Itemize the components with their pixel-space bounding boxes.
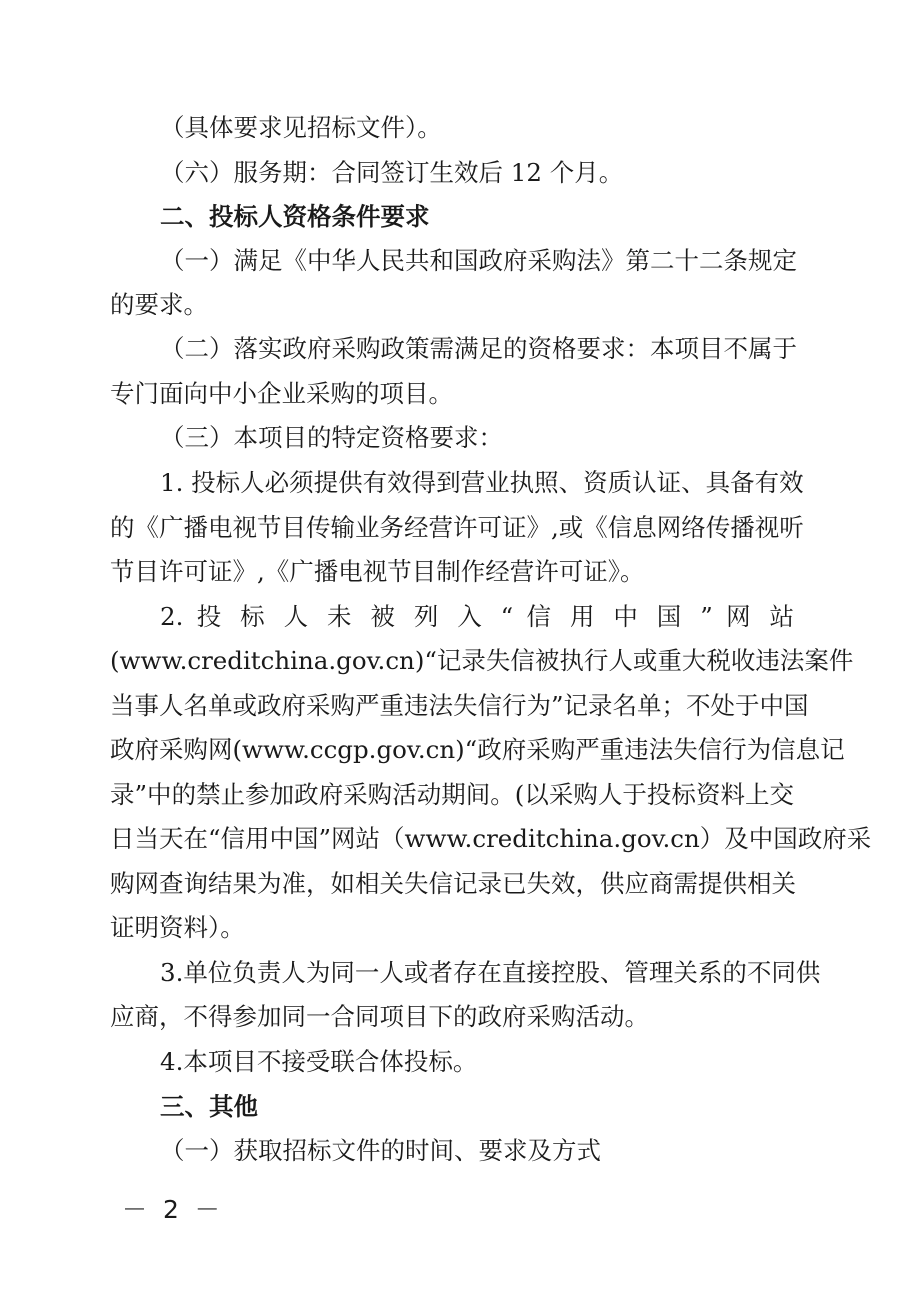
text-line: 的要求。 [110, 290, 208, 319]
text-line: （一）满足《中华人民共和国政府采购法》第二十二条规定 [160, 246, 797, 275]
section-heading: 三、其他 [160, 1092, 258, 1121]
text-line: （三）本项目的特定资格要求： [160, 423, 503, 452]
section-heading: 二、投标人资格条件要求 [160, 202, 430, 231]
text-line: 购网查询结果为准，如相关失信记录已失效，供应商需提供相关 [110, 869, 796, 898]
text-line: 录”中的禁止参加政府采购活动期间。(以采购人于投标资料上交 [110, 780, 794, 809]
text-line: 日当天在“信用中国”网站（www.creditchina.gov.cn）及中国政府采 [110, 824, 872, 853]
text-line: 1. 投标人必须提供有效得到营业执照、资质认证、具备有效 [160, 468, 804, 497]
text-line: 的《广播电视节目传输业务经营许可证》,或《信息网络传播视听 [110, 513, 804, 542]
text-line: 4.本项目不接受联合体投标。 [160, 1047, 478, 1076]
text-line: 政府采购网(www.ccgp.gov.cn)“政府采购严重违法失信行为信息记 [110, 735, 845, 764]
text-line: 当事人名单或政府采购严重违法失信行为”记录名单；不处于中国 [110, 691, 809, 720]
text-line: 2. 投 标 人 未 被 列 入 “ 信 用 中 国 ” 网 站 [160, 602, 794, 631]
text-line: （一）获取招标文件的时间、要求及方式 [160, 1136, 601, 1165]
page-number: － 2 － [122, 1195, 224, 1224]
text-line: （六）服务期：合同签订生效后 12 个月。 [160, 158, 624, 187]
text-line: （具体要求见招标文件）。 [160, 113, 442, 142]
text-line: （二）落实政府采购政策需满足的资格要求：本项目不属于 [160, 334, 797, 363]
text-line: 应商，不得参加同一合同项目下的政府采购活动。 [110, 1002, 649, 1031]
text-line: (www.creditchina.gov.cn)“记录失信被执行人或重大税收违法案件 [110, 646, 854, 675]
text-line: 证明资料）。 [110, 913, 245, 942]
text-line: 3.单位负责人为同一人或者存在直接控股、管理关系的不同供 [160, 958, 821, 987]
text-line: 专门面向中小企业采购的项目。 [110, 379, 453, 408]
text-line: 节目许可证》,《广播电视节目制作经营许可证》。 [110, 557, 645, 586]
